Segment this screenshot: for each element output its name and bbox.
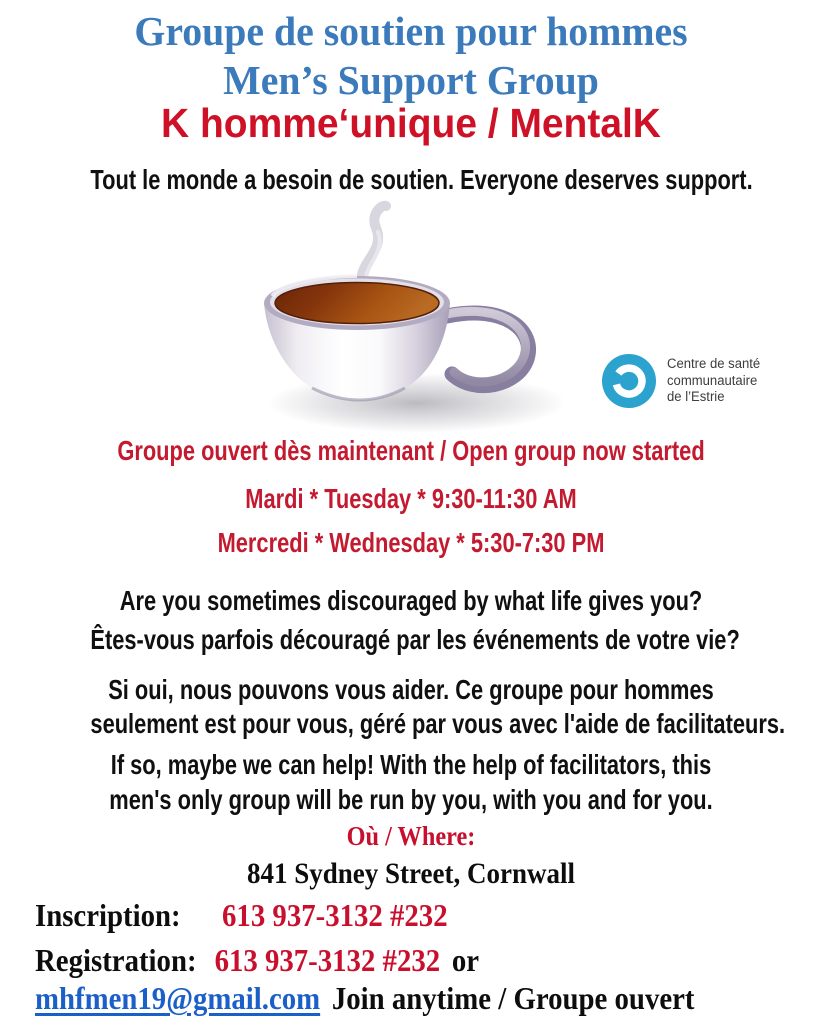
- page-title-french: Groupe de soutien pour hommes: [134, 8, 688, 54]
- paragraph-french-line1: Si oui, nous pouvons vous aider. Ce groupe pour hommes: [108, 674, 714, 705]
- schedule-open-line: Groupe ouvert dès maintenant / Open group now started: [117, 435, 705, 466]
- registration-row: [35, 942, 479, 979]
- inscription-label: Inscription:: [35, 897, 181, 933]
- registration-label: Registration:: [35, 942, 197, 978]
- email-row: [35, 980, 695, 1017]
- logo-circle-icon: [600, 352, 658, 410]
- org-name-line3: de l’Estrie: [667, 389, 725, 405]
- question-english: Are you sometimes discouraged by what life gives you?: [119, 585, 703, 616]
- join-anytime-text: Join anytime / Groupe ouvert: [331, 980, 695, 1016]
- cup-handle: [447, 311, 529, 385]
- registration-phone: 613 937-3132 #232: [214, 942, 441, 978]
- email-link[interactable]: mhfmen19@gmail.com: [35, 980, 321, 1016]
- where-heading: Où / Where:: [346, 821, 476, 851]
- org-name-line1: Centre de santé: [667, 356, 761, 372]
- schedule-wednesday-line: Mercredi * Wednesday * 5:30-7:30 PM: [217, 527, 605, 558]
- cup-rim: [264, 276, 450, 330]
- paragraph-english-line2: men's only group will be run by you, with you and for you.: [109, 784, 713, 815]
- coffee-cup-image: [212, 198, 562, 438]
- schedule-tuesday-line: Mardi * Tuesday * 9:30-11:30 AM: [245, 483, 577, 514]
- inscription-phone: 613 937-3132 #232: [222, 897, 448, 933]
- org-name-line2: communautaire: [667, 372, 758, 388]
- page-title-english: Men’s Support Group: [223, 57, 599, 103]
- org-logo: [600, 352, 763, 410]
- org-name: [667, 356, 760, 406]
- address-line: 841 Sydney Street, Cornwall: [246, 857, 575, 890]
- program-title: K homme‘unique / MentalK: [161, 100, 661, 146]
- registration-or-text: or: [451, 942, 480, 978]
- question-french: Êtes-vous parfois découragé par les événements de votre vie?: [90, 624, 740, 655]
- inscription-row: [35, 897, 448, 934]
- tagline: Tout le monde a besoin de soutien. Everyone deserves support.: [90, 164, 753, 195]
- paragraph-english-line1: If so, maybe we can help! With the help of facilitators, this: [110, 749, 712, 780]
- paragraph-french-line2: seulement est pour vous, géré par vous avec l'aide de facilitateurs.: [90, 708, 786, 739]
